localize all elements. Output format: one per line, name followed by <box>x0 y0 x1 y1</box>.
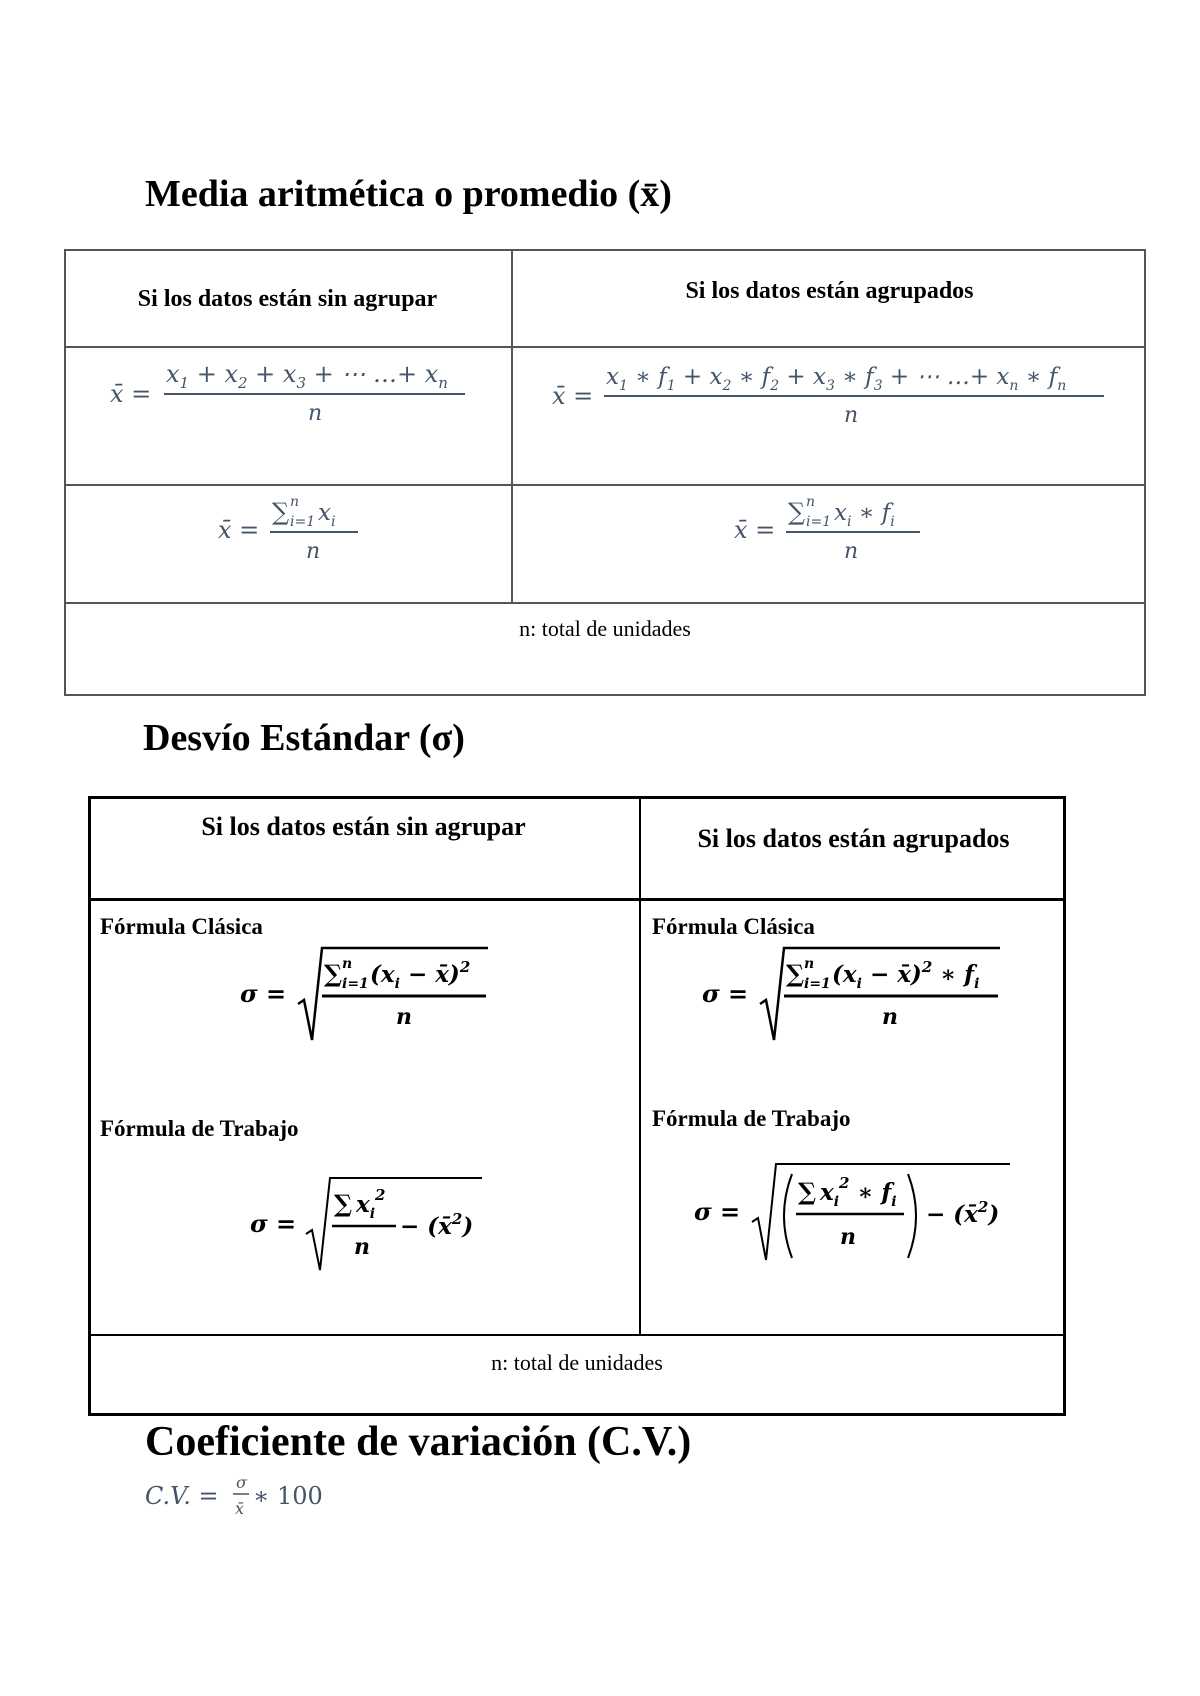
std-classic-formula-grouped <box>702 944 1022 1049</box>
mean-table-row-line <box>64 346 1146 348</box>
svg-text:n: n <box>882 1004 898 1030</box>
svg-text:i=1: i=1 <box>804 976 831 992</box>
svg-text:x̄ =: x̄ = <box>110 380 152 408</box>
svg-text:− (x̄2): − (x̄$^2$) <box>926 1198 1000 1228</box>
std-table-row-line <box>88 898 1066 901</box>
svg-text:n: n <box>354 1234 370 1260</box>
std-title: Desvío Estándar (σ) <box>143 717 465 759</box>
svg-text:n: n <box>290 494 300 510</box>
svg-text:∑: ∑ <box>788 498 806 526</box>
svg-text:x̄: x̄ <box>235 1499 245 1518</box>
svg-text:i=1: i=1 <box>342 976 369 992</box>
svg-text:− (x̄2): − (x̄$^2$) <box>400 1210 474 1240</box>
svg-text:(xi − x̄)2: ($x_i$ − x̄)$^2$ <box>370 958 471 992</box>
mean-note: n: total de unidades <box>519 616 691 641</box>
std-work-label-ungrouped: Fórmula de Trabajo <box>100 1116 299 1141</box>
svg-text:σ =: σ = <box>694 1197 741 1226</box>
mean-col-ungrouped: Si los datos están sin agrupar <box>137 286 438 312</box>
svg-text:xi2 ∗ fi: $x_i^2$ ∗ $f_i$ <box>820 1174 897 1210</box>
mean-col-grouped: Si los datos están agrupados <box>685 278 974 304</box>
svg-text:σ =: σ = <box>250 1209 297 1238</box>
svg-text:∗ 100: ∗ 100 <box>253 1482 323 1510</box>
std-work-label-grouped: Fórmula de Trabajo <box>652 1106 851 1131</box>
mean-formula-expanded-grouped <box>552 358 1112 443</box>
svg-text:∑: ∑ <box>272 498 290 526</box>
svg-text:(xi − x̄)2 ∗ fi: ($x_i$ − x̄)$^2$ ∗ $f_i$ <box>832 958 980 992</box>
mean-formula-sum-ungrouped <box>218 492 398 577</box>
svg-text:σ: σ <box>236 1473 247 1492</box>
svg-text:x1 ∗ f1 + x2 ∗ f2 + x3 ∗ f3 +: $x_1$ ∗ $f_1 + x_2$ ∗ $f_2 + x_3$ ∗ $f_3$ + ⋯ …+ $x_n$ ∗ $f_n$ <box>606 364 1067 394</box>
svg-text:n: n <box>396 1004 412 1030</box>
mean-table-row-line <box>64 602 1146 604</box>
svg-text:i=1: i=1 <box>290 514 316 530</box>
mean-formula-sum-grouped <box>734 492 954 577</box>
std-work-formula-grouped <box>694 1160 1014 1275</box>
svg-text:x̄ =: x̄ = <box>734 516 776 544</box>
std-table-row-line <box>88 1334 1066 1336</box>
std-table <box>88 796 1066 1416</box>
svg-text:n: n <box>308 401 323 426</box>
svg-text:x1 + x2 + x3 + ⋯ …+ xn: $x_1 + x_2 + x_3$ + ⋯ …+ $x_n$ <box>166 360 448 392</box>
mean-title: Media aritmética o promedio (x̄) <box>145 173 672 215</box>
mean-formula-expanded-ungrouped <box>110 356 470 441</box>
svg-text:∑: ∑ <box>798 1177 817 1206</box>
std-classic-label-ungrouped: Fórmula Clásica <box>100 914 263 939</box>
svg-text:i=1: i=1 <box>806 514 832 530</box>
std-col-grouped: Si los datos están agrupados <box>697 824 1010 853</box>
svg-text:C.V. =: C.V. = <box>145 1482 219 1510</box>
std-col-ungrouped: Si los datos están sin agrupar <box>201 812 526 841</box>
svg-text:xi: $x_i$ <box>318 500 336 530</box>
svg-text:σ =: σ = <box>702 979 749 1008</box>
svg-text:x̄ =: x̄ = <box>552 382 594 410</box>
svg-text:n: n <box>306 539 321 564</box>
svg-text:n: n <box>844 403 859 428</box>
svg-text:∑: ∑ <box>334 1189 353 1218</box>
svg-text:n: n <box>844 539 859 564</box>
svg-text:n: n <box>806 494 816 510</box>
mean-table-row-line <box>64 484 1146 486</box>
std-work-formula-ungrouped <box>250 1174 500 1279</box>
svg-text:xi ∗ fi: $x_i$ ∗ $f_i$ <box>834 500 895 530</box>
svg-text:n: n <box>342 956 353 972</box>
std-classic-label-grouped: Fórmula Clásica <box>652 914 815 939</box>
svg-text:x̄ =: x̄ = <box>218 516 260 544</box>
svg-text:∑: ∑ <box>324 959 343 988</box>
std-table-divider <box>639 796 641 1336</box>
std-classic-formula-ungrouped <box>240 944 500 1049</box>
svg-text:n: n <box>804 956 815 972</box>
svg-text:σ =: σ = <box>240 979 287 1008</box>
cv-title: Coeficiente de variación (C.V.) <box>145 1419 692 1465</box>
cv-formula <box>145 1470 345 1535</box>
svg-text:∑: ∑ <box>786 959 805 988</box>
svg-text:xi2: $x_i^2$ <box>356 1186 386 1222</box>
std-note: n: total de unidades <box>491 1350 663 1375</box>
svg-text:n: n <box>840 1224 856 1250</box>
